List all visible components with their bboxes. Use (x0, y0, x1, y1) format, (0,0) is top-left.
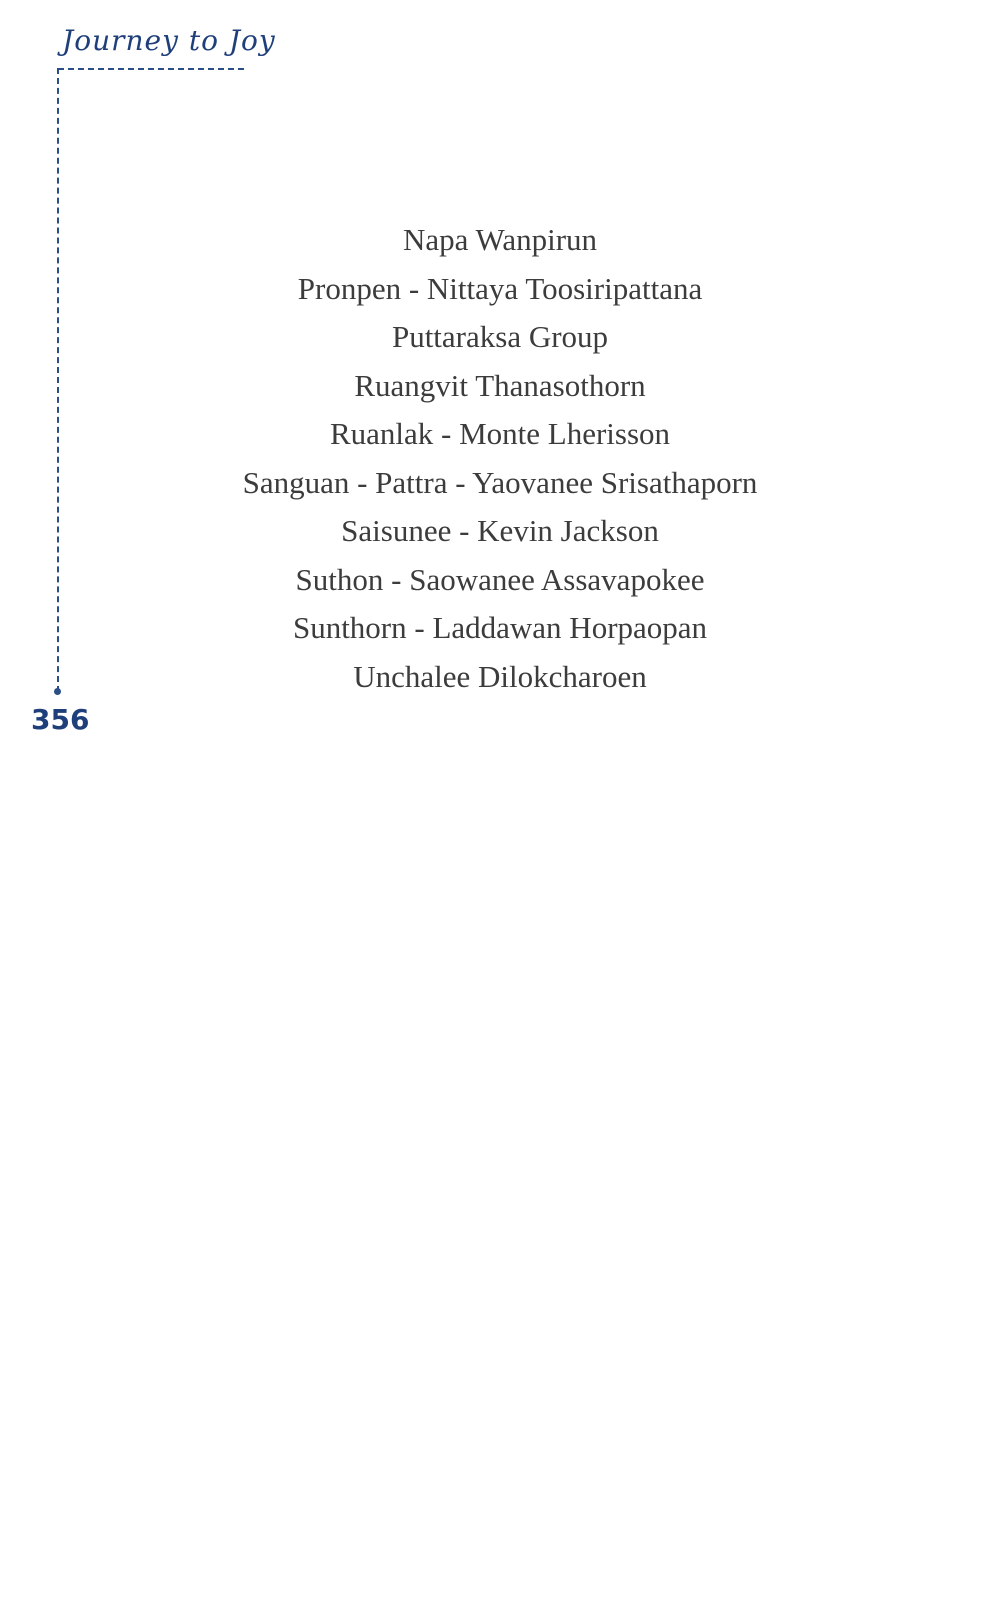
name-line: Ruangvit Thanasothorn (354, 367, 646, 403)
name-line: Sanguan - Pattra - Yaovanee Srisathaporn (242, 464, 758, 500)
page-number: 356 (31, 703, 90, 736)
book-title-script: Journey to Joy (62, 24, 276, 57)
name-line: Sunthorn - Laddawan Horpaopan (292, 610, 708, 645)
dotted-header-rule (58, 68, 244, 70)
name-line: Pronpen - Nittaya Toosiripattana (297, 270, 703, 306)
name-line: Unchalee Dilokcharoen (353, 658, 647, 694)
name-line: Suthon - Saowanee Assavapokee (295, 561, 705, 597)
dotted-margin-rule (57, 68, 59, 692)
name-line: Ruanlak - Monte Lherisson (329, 416, 671, 451)
name-line: Puttaraksa Group (391, 319, 609, 354)
names-list (200, 216, 800, 701)
rule-end-dot (54, 688, 61, 695)
name-line: Saisunee - Kevin Jackson (341, 513, 659, 548)
name-line: Napa Wanpirun (402, 222, 598, 257)
